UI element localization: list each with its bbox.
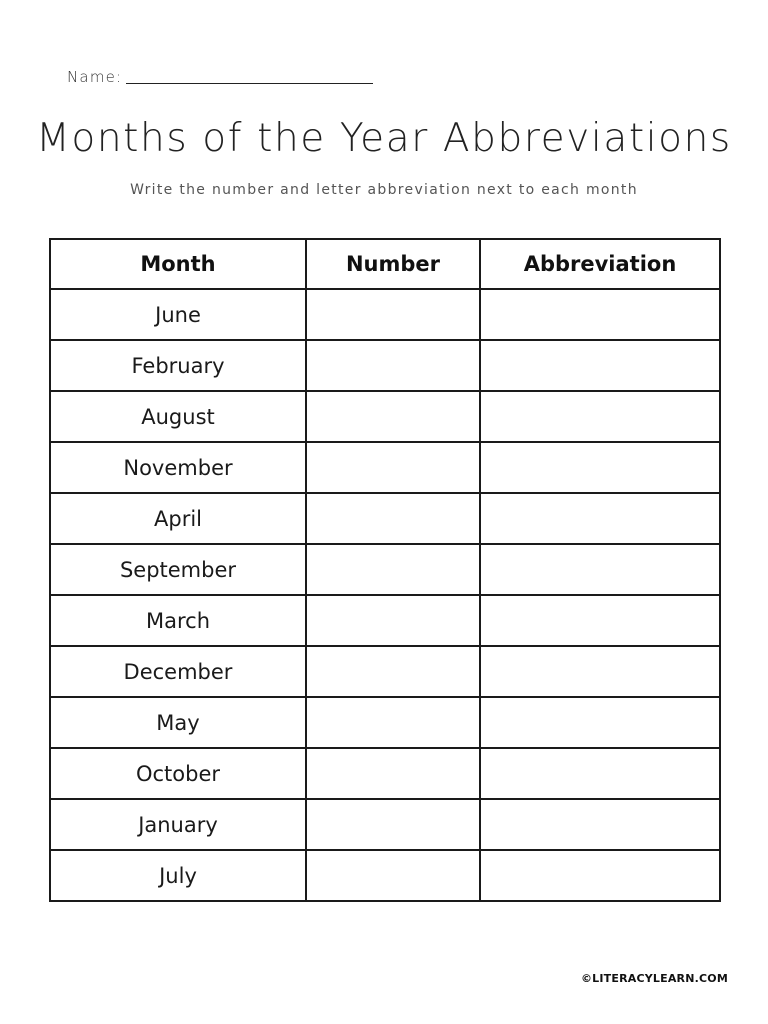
abbreviation-cell[interactable] xyxy=(480,748,720,799)
table-row xyxy=(50,391,720,442)
month-cell: February xyxy=(50,340,306,391)
name-label: Name: xyxy=(67,68,123,86)
table-header-row xyxy=(50,239,720,289)
abbreviation-cell[interactable] xyxy=(480,850,720,901)
number-cell[interactable] xyxy=(306,595,480,646)
month-cell: July xyxy=(50,850,306,901)
month-cell: September xyxy=(50,544,306,595)
abbreviation-cell[interactable] xyxy=(480,442,720,493)
number-cell[interactable] xyxy=(306,646,480,697)
table-row xyxy=(50,544,720,595)
abbreviation-cell[interactable] xyxy=(480,340,720,391)
table-row xyxy=(50,850,720,901)
number-cell[interactable] xyxy=(306,799,480,850)
number-cell[interactable] xyxy=(306,697,480,748)
months-table xyxy=(49,238,721,902)
header-abbreviation: Abbreviation xyxy=(480,239,720,289)
table-row xyxy=(50,442,720,493)
name-field-row xyxy=(67,68,373,86)
number-cell[interactable] xyxy=(306,544,480,595)
table-row xyxy=(50,748,720,799)
abbreviation-cell[interactable] xyxy=(480,595,720,646)
abbreviation-cell[interactable] xyxy=(480,289,720,340)
header-month: Month xyxy=(50,239,306,289)
number-cell[interactable] xyxy=(306,748,480,799)
table-row xyxy=(50,799,720,850)
month-cell: June xyxy=(50,289,306,340)
number-cell[interactable] xyxy=(306,493,480,544)
header-number: Number xyxy=(306,239,480,289)
worksheet-instructions: Write the number and letter abbreviation next to each month xyxy=(130,182,638,198)
table-row xyxy=(50,493,720,544)
month-cell: January xyxy=(50,799,306,850)
month-cell: August xyxy=(50,391,306,442)
table-row xyxy=(50,595,720,646)
name-blank-line[interactable] xyxy=(126,83,373,84)
month-cell: November xyxy=(50,442,306,493)
copyright-footer: ©LITERACYLEARN.COM xyxy=(580,972,728,985)
month-cell: December xyxy=(50,646,306,697)
number-cell[interactable] xyxy=(306,442,480,493)
abbreviation-cell[interactable] xyxy=(480,391,720,442)
month-cell: May xyxy=(50,697,306,748)
month-cell: March xyxy=(50,595,306,646)
abbreviation-cell[interactable] xyxy=(480,493,720,544)
month-cell: April xyxy=(50,493,306,544)
number-cell[interactable] xyxy=(306,850,480,901)
worksheet-title: Months of the Year Abbreviations xyxy=(36,116,732,161)
table-row xyxy=(50,697,720,748)
abbreviation-cell[interactable] xyxy=(480,646,720,697)
number-cell[interactable] xyxy=(306,289,480,340)
abbreviation-cell[interactable] xyxy=(480,799,720,850)
table-row xyxy=(50,646,720,697)
table-row xyxy=(50,289,720,340)
table-row xyxy=(50,340,720,391)
number-cell[interactable] xyxy=(306,391,480,442)
number-cell[interactable] xyxy=(306,340,480,391)
abbreviation-cell[interactable] xyxy=(480,544,720,595)
month-cell: October xyxy=(50,748,306,799)
abbreviation-cell[interactable] xyxy=(480,697,720,748)
